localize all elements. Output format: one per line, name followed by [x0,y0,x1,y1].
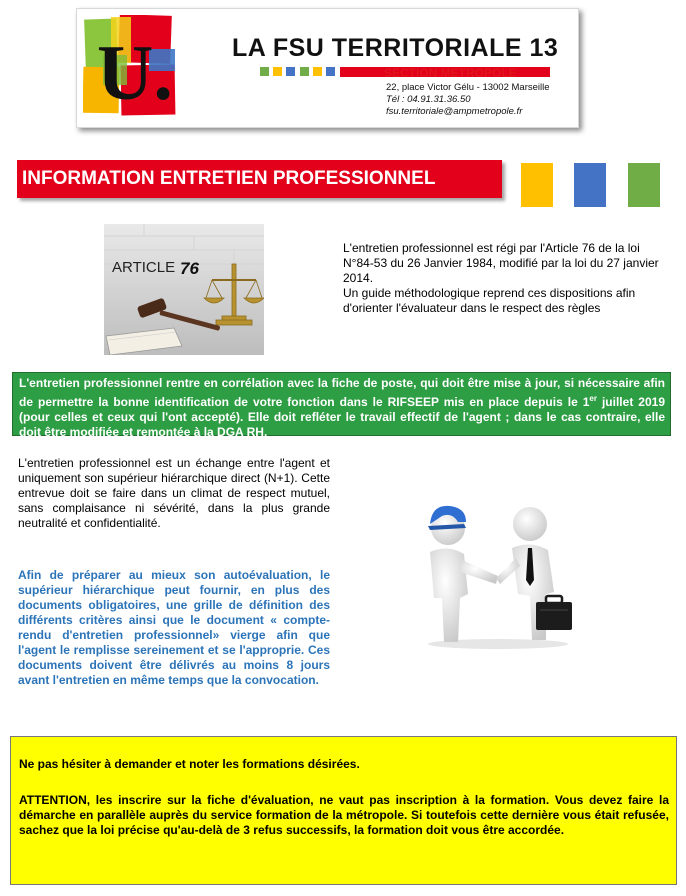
logo-letter: U. [97,29,173,116]
fsu-logo [83,15,179,117]
email: fsu.territoriale@ampmetropole.fr [386,106,523,117]
article-76-image [104,224,264,355]
address: 22, place Victor Gélu - 13002 Marseille [386,82,550,93]
page-title: INFORMATION ENTRETIEN PROFESSIONNEL [22,168,436,189]
green-text-part1: L'entretien professionnel rentre en corrélation avec la fiche de poste, qui doit être mise à jour, si nécessaire afin de permettre la bonne identification de votre fonction dans le RIFSEEP mis en place depuis le 1 [19,376,665,409]
blue-square [574,163,606,207]
section-label: SECTION METROPOLE [384,66,517,80]
yellow-info-line-1: Ne pas hésiter à demander et noter les formations désirées. [19,757,360,771]
green-square [628,163,660,207]
org-title: LA FSU TERRITORIALE 13 [232,34,559,62]
green-info-box [12,372,671,439]
title-banner [17,160,502,198]
intro-paragraph-2: Un guide méthodologique reprend ces dispositions afin d'orienter l'évaluateur dans le respect des règles [343,286,636,315]
yellow-info-line-2: ATTENTION, les inscrire sur la fiche d'évaluation, ne vaut pas inscription à la formation. Vous devez faire la démarche en parallèle auprès du service formation de la métropole. Si toutefois cette dernière vous était refusée, sachez que la loi précise qu'au-delà de 3 refus successifs, la formation doit vous être accordée. [19,793,669,837]
paragraph-autoevaluation: Afin de préparer au mieux son autoévaluation, le supérieur hiérarchique peut fournir, en plus des documents obligatoires, une grille de définition des différents critères ainsi que le document « compte-rendu d'entretien professionnel» vierge afin que l'agent le remplisse sereinement et se l'approprie. Ces documents doivent être délivrés au moins 8 jours avant l'entretien en même temps que la convocation. [18,568,330,687]
phone: Tél : 04.91.31.36.50 [386,94,471,105]
yellow-square [521,163,553,207]
yellow-info-box [10,736,677,885]
green-text-sup: er [589,394,597,403]
intro-text [343,241,660,316]
intro-paragraph-1: L'entretien professionnel est régi par l'Article 76 de la loi N°84-53 du 26 Janvier 1984, modifié par la loi du 27 janvier 2014. [343,241,659,285]
paragraph-entretien: L'entretien professionnel est un échange entre l'agent et uniquement son supérieur hiérarchique direct (N+1). Cette entrevue doit se faire dans un climat de respect mutuel, sans complaisance ni sévérité, dans la plus grande neutralité et confidentialité. [18,456,330,530]
green-info-text [19,376,665,440]
article-label: ARTICLE [112,259,176,276]
green-text-part2: juillet 2019 (pour celles et ceux qui l'ont accepté). Elle doit refléter le travail effectif de l'agent ; dans le cas contraire, elle doit être modifiée et remontée à la DGA RH. [19,395,665,439]
article-number: 76 [180,259,199,278]
handshake-image [418,494,578,650]
header-card [76,8,579,128]
